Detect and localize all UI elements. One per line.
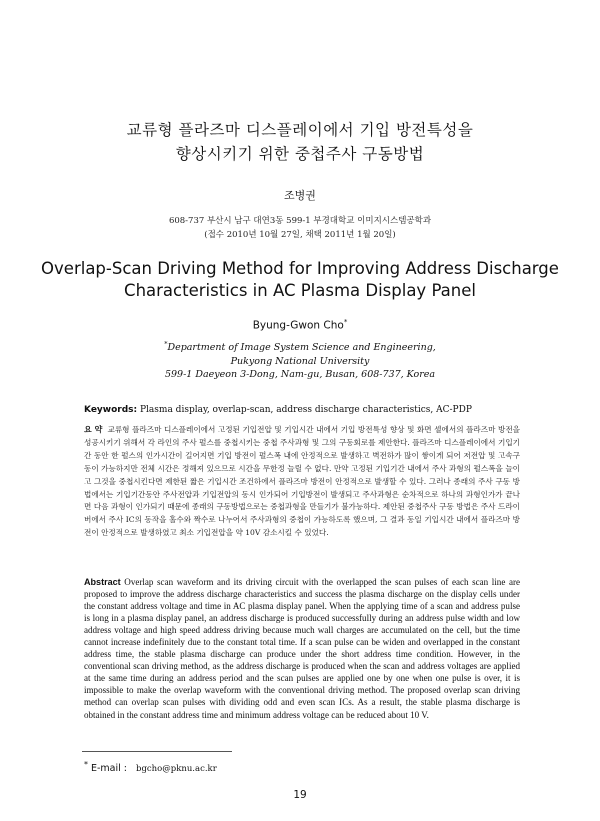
korean-author: 조병권 [284, 189, 316, 202]
english-author: Byung-Gwon Cho [252, 319, 344, 332]
page-number: 19 [293, 789, 307, 801]
footnote [84, 760, 217, 774]
english-abstract-label: Abstract [84, 577, 121, 587]
keywords [84, 404, 524, 416]
english-title [30, 258, 570, 302]
english-title-line1: Overlap-Scan Driving Method for Improving Address Discharge [41, 259, 559, 278]
english-abstract-text: Overlap scan waveform and its driving circuit with the overlapped the scan pulses of each scan line are proposed to improve the address discharge characteristics and success the plasma discharge on the display cells under the constant address voltage and time in AC plasma display panel. When the applying time of a scan and address pulse is long in a plasma display panel, an address discharge is produced successfully during an address pulse width and low address voltage and high speed address driving because much wall charges are accumulated on the cell, but the time cannot increase indefinitely due to the constant total time. If a scan pulse can be widen and overlapped in the constant address time, the stable plasma discharge can produce under the short address time condition. However, in the conventional scan driving method, as the address discharge is produced when the scan and address voltages are applied at the same time during an address period and the scan pulses are applied one by one when one pulse is over, it is impossible to make the overlap waveform with the conventional driving method. The proposed overlap scan driving method can overlap scan pulses with dividing odd and even scan ICs. As a result, the stable plasma discharge is obtained in the constant address time and minimum address voltage can be reduced about 10 V. [84, 577, 520, 720]
footnote-label: E-mail : [90, 763, 127, 775]
footnote-rule [82, 751, 232, 752]
english-affiliation-line3: 599-1 Daeyeon 3-Dong, Nam-gu, Busan, 608-737, Korea [164, 369, 436, 381]
korean-affiliation-block [60, 214, 540, 242]
english-abstract [84, 576, 520, 721]
korean-abstract-text: 교류형 플라즈마 디스플레이에서 고정된 기입전압 및 기입시간 내에서 기입 방전특성 향상 및 화면 셀에서의 플라즈마 방전을 성공시키기 위해서 각 라인의 주사 펄스를 중첩시키는 중첩 주사과형 및 그의 구동회로를 제안한다. 플라즈마 디스플레이에서 기입기간 동안 한 펄스의 인가시간이 길어지면 기입 방전이 펄스폭 내에 안정적으로 발생하고 벽전하가 많이 쌓이게 되어 저전압 및 고속구동이 가능하지만 전체 시간은 정해져 있으므로 시간을 무한정 늘릴 수 없다. 만약 고정된 기입기간 내에서 주사 과형의 펄스폭을 늘이고 그것을 중첩시킨다면 제한된 짧은 기입시간 조건하에서 플라즈마 방전이 안정적으로 발생할 수 있다. 그러나 종래의 주사 구동 방법에서는 기입기간동안 주사전압과 기입전압의 동시 인가되어 기입방전이 발생되고 주사과형은 순차적으로 하나의 과형인가가 끝나면 다음 과형이 인가되기 때문에 종래의 구동방법으로는 중첩과형을 만들기가 불가능하다. 제안된 중첩주사 구동 방법은 주사 드라이버에서 주사 IC의 동작을 홀수와 짝수로 나누어서 주사과형의 중첩이 가능하도록 했으며, 그 결과 동일 기입시간 내에서 플라즈마 방전이 안정적으로 발생하였고 최소 기입전압을 약 10V 감소시킬 수 있었다. [84, 425, 520, 538]
affiliation-mark: * [164, 340, 168, 348]
english-title-line2: Characteristics in AC Plasma Display Panel [124, 281, 476, 300]
english-affiliation [60, 338, 540, 382]
footnote-email[interactable]: bgcho@pknu.ac.kr [136, 764, 217, 775]
korean-abstract [84, 424, 520, 540]
korean-title-line2: 향상시키기 위한 중첩주사 구동방법 [175, 145, 425, 163]
korean-title [60, 118, 540, 166]
korean-affiliation: 608-737 부산시 남구 대연3동 599-1 부경대학교 이미지시스템공학과 [168, 216, 432, 226]
footnote-mark: * [84, 760, 88, 769]
keywords-label: Keywords: [84, 405, 138, 415]
english-affiliation-line1: *Department of Image System Science and Engineering, [164, 340, 436, 354]
received-note: (접수 2010년 10월 27일, 채택 2011년 1월 20일) [204, 230, 396, 240]
korean-title-line1: 교류형 플라즈마 디스플레이에서 기입 방전특성을 [126, 121, 474, 139]
english-affiliation-line2: Pukyong National University [230, 355, 370, 367]
korean-abstract-label: 요 약 [84, 425, 103, 434]
author-mark: * [343, 318, 348, 326]
keywords-text: Plasma display, overlap-scan, address discharge characteristics, AC-PDP [140, 405, 472, 415]
english-author-line [0, 318, 600, 332]
